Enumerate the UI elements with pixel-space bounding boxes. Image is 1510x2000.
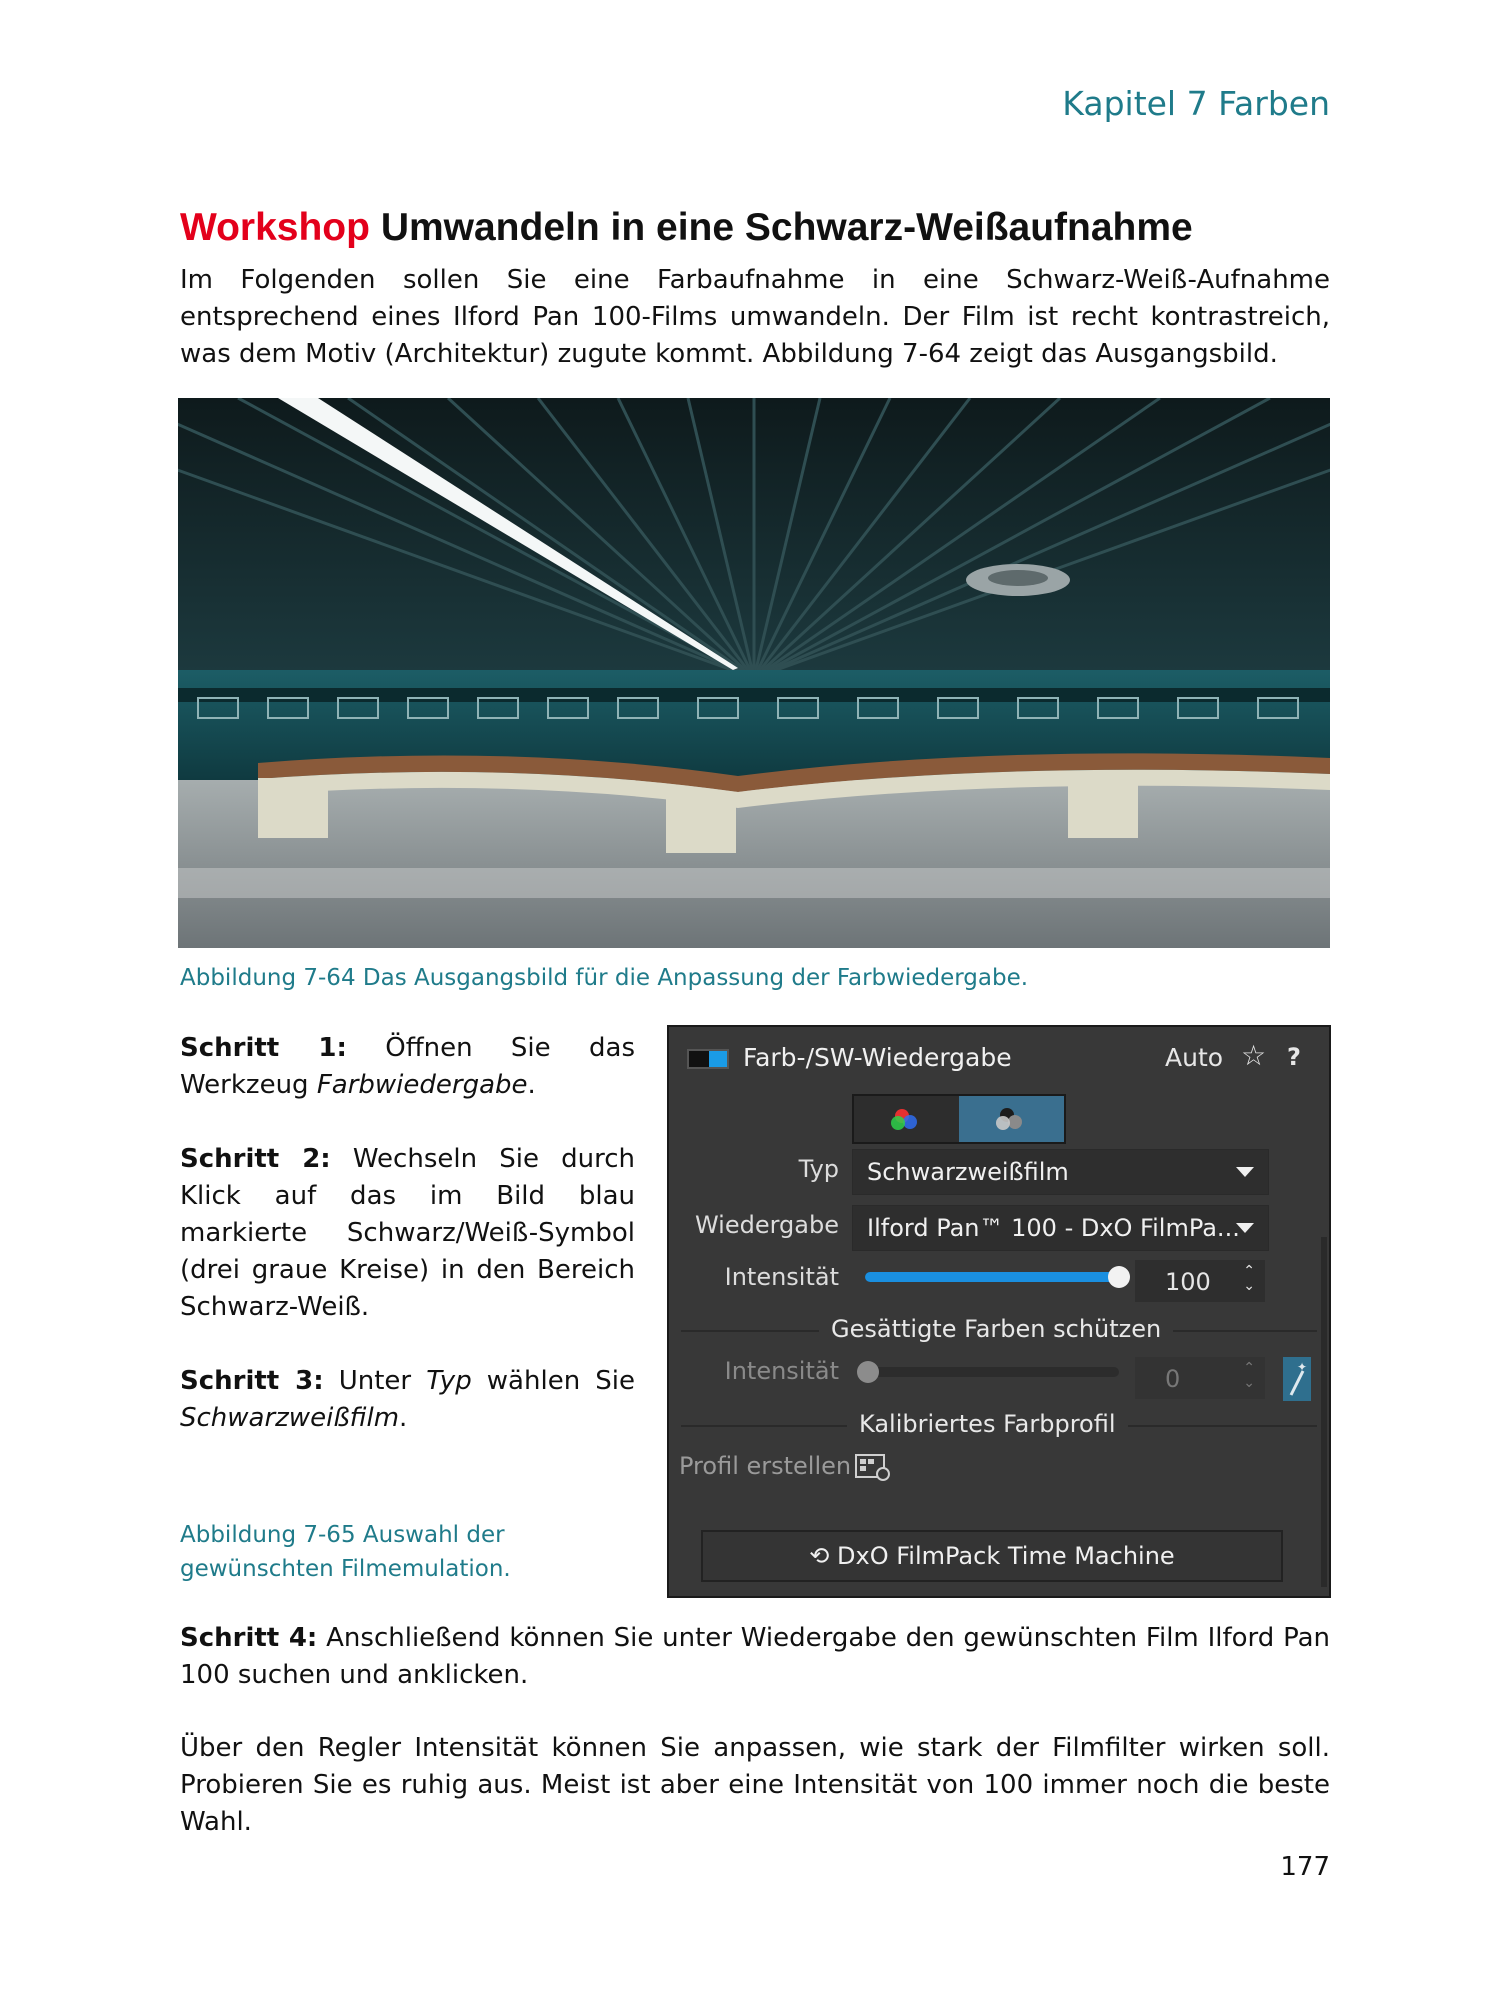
protect-slider-track[interactable] xyxy=(865,1367,1119,1377)
stepper-arrows-icon[interactable]: ⌃ ⌄ xyxy=(1243,1360,1255,1391)
type-value: Schwarzweißfilm xyxy=(867,1158,1069,1186)
step-text: Unter xyxy=(323,1366,427,1396)
figure-caption-1: Abbildung 7-64 Das Ausgangsbild für die Anpassung der Farbwiedergabe. xyxy=(180,965,1029,991)
intensity-input[interactable] xyxy=(1135,1260,1265,1302)
workshop-heading xyxy=(180,206,1193,250)
step-2 xyxy=(180,1141,635,1326)
step-label: Schritt 2: xyxy=(180,1144,331,1174)
step-1 xyxy=(180,1030,635,1104)
step-text: . xyxy=(527,1070,536,1100)
panel-title: Farb-/SW-Wiedergabe xyxy=(743,1043,1012,1072)
help-icon[interactable]: ? xyxy=(1287,1043,1301,1071)
bw-mode-button[interactable] xyxy=(959,1096,1064,1142)
star-icon[interactable]: ☆ xyxy=(1241,1039,1267,1072)
protect-input[interactable] xyxy=(1135,1357,1265,1399)
render-value: Ilford Pan™ 100 - DxO FilmPa... xyxy=(867,1214,1240,1242)
render-dropdown[interactable] xyxy=(852,1205,1269,1251)
type-dropdown[interactable] xyxy=(852,1149,1269,1195)
page-number: 177 xyxy=(1280,1852,1330,1882)
intensity-slider-track[interactable] xyxy=(865,1272,1119,1282)
magic-wand-icon[interactable] xyxy=(1283,1357,1311,1401)
color-rendering-panel xyxy=(667,1025,1331,1598)
panel-header xyxy=(669,1027,1329,1081)
step-label: Schritt 3: xyxy=(180,1366,324,1396)
intensity-value: 100 xyxy=(1165,1268,1211,1296)
history-icon: ⟲ xyxy=(809,1542,838,1570)
step-label: Schritt 4: xyxy=(180,1623,318,1653)
closing-paragraph: Über den Regler Intensität können Sie anpassen, wie stark der Filmfilter wirken soll. Probieren Sie es ruhig aus. Meist ist aber eine Intensität von 100 immer noch die beste Wahl. xyxy=(180,1733,1330,1837)
step-4-paragraph xyxy=(180,1620,1330,1694)
step-italic: Farbwiedergabe xyxy=(316,1070,528,1100)
render-label: Wiedergabe xyxy=(694,1211,839,1239)
profile-create-icon[interactable] xyxy=(855,1452,891,1482)
protect-value: 0 xyxy=(1165,1365,1181,1393)
step-italic: Schwarzweißfilm xyxy=(180,1403,400,1433)
intensity-slider-knob[interactable] xyxy=(1108,1266,1130,1288)
protect-intensity-label: Intensität xyxy=(724,1357,839,1385)
panel-scrollbar[interactable] xyxy=(1321,1237,1327,1587)
protect-slider-knob[interactable] xyxy=(857,1361,879,1383)
chapter-header: Kapitel 7 Farben xyxy=(1062,84,1330,123)
color-mode-button[interactable] xyxy=(854,1096,959,1142)
profile-label: Profil erstellen xyxy=(679,1452,852,1480)
step-label: Schritt 1: xyxy=(180,1033,347,1063)
step-text: Anschließend können Sie unter Wiedergabe den gewünschten Film Ilford Pan 100 suchen und anklicken. xyxy=(180,1623,1330,1690)
workshop-label: Workshop xyxy=(180,206,370,249)
subway-station-photo xyxy=(178,398,1330,948)
svg-text:✦: ✦ xyxy=(1297,1360,1308,1374)
mode-toggle xyxy=(852,1094,1066,1144)
figure-caption-2: Abbildung 7-65 Auswahl der gewünschten Filmemulation. xyxy=(180,1522,511,1582)
step-text: Öffnen Sie das Werkzeug xyxy=(180,1033,635,1100)
step-italic: Typ xyxy=(426,1366,472,1396)
chevron-down-icon xyxy=(1236,1167,1254,1177)
rgb-circles-icon xyxy=(854,1096,958,1142)
step-3 xyxy=(180,1363,635,1437)
time-machine-button[interactable] xyxy=(701,1530,1283,1582)
calib-section-title: Kalibriertes Farbprofil xyxy=(847,1410,1128,1438)
chevron-down-icon xyxy=(1236,1223,1254,1233)
step-text: Wechseln Sie durch Klick auf das im Bild blau markierte Schwarz/Weiß-Symbol (drei graue Kreise) in den Bereich Schwarz-Weiß. xyxy=(180,1144,635,1322)
panel-toggle-switch[interactable] xyxy=(687,1049,729,1069)
intensity-slider-fill xyxy=(865,1272,1119,1282)
protect-section-title: Gesättigte Farben schützen xyxy=(819,1315,1173,1343)
type-label: Typ xyxy=(798,1155,839,1183)
workshop-title: Umwandeln in eine Schwarz-Weißaufnahme xyxy=(380,206,1193,249)
step-text: . xyxy=(399,1403,408,1433)
intensity-label: Intensität xyxy=(724,1263,839,1291)
auto-button[interactable]: Auto xyxy=(1165,1043,1224,1072)
stepper-arrows-icon[interactable]: ⌃ ⌄ xyxy=(1243,1263,1255,1294)
steps-block xyxy=(180,1030,635,1474)
step-text: wählen Sie xyxy=(471,1366,635,1396)
gray-circles-icon xyxy=(959,1096,1063,1142)
intro-paragraph: Im Folgenden sollen Sie eine Farbaufnahme in eine Schwarz-Weiß-Aufnahme entsprechend eines Ilford Pan 100-Films umwandeln. Der Film ist recht kontrastreich, was dem Motiv (Architektur) zugute kommt. Abbildung 7-64 zeigt das Ausgangsbild. xyxy=(180,265,1330,369)
time-machine-label: DxO FilmPack Time Machine xyxy=(837,1542,1175,1570)
